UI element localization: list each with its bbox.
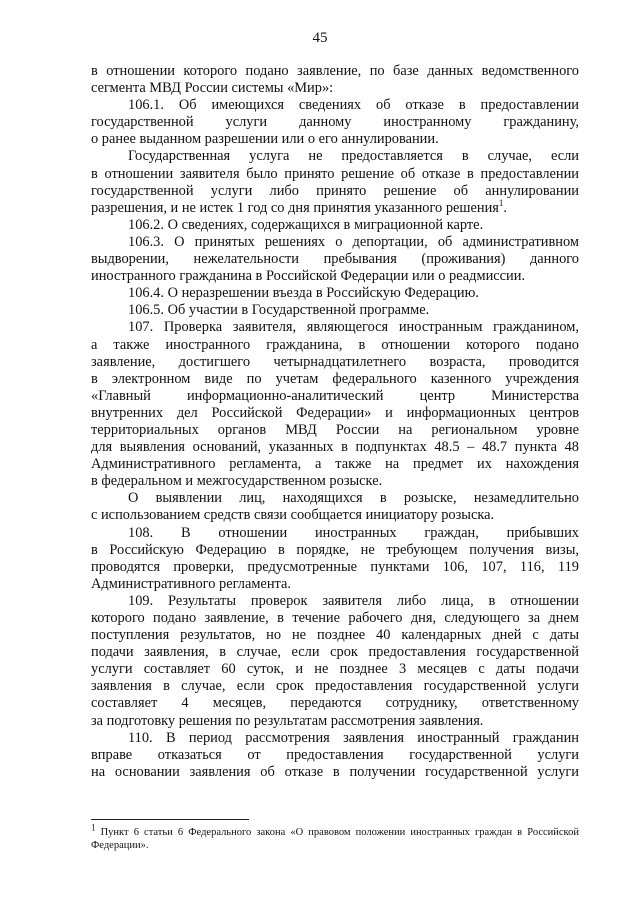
text-line: в отношении заявителя было принято решение об отказе в предоставлении [91, 165, 579, 182]
text-line: в электронном виде по учетам федерального казенного учреждения [91, 370, 579, 387]
text-line: О выявлении лиц, находящихся в розыске, незамедлительно [128, 490, 579, 507]
text-line: 109. Результаты проверок заявителя либо лица, в отношении [128, 592, 579, 609]
text-line: выдворении, нежелательности пребывания (проживания) данного [91, 251, 579, 268]
text-line: иностранного гражданина в Российской Федерации или о реадмиссии. [91, 268, 526, 285]
text-line: поступления результатов, но не позднее 40 календарных дней с даты [91, 627, 579, 644]
text-line: в федеральном и межгосударственном розыске. [91, 473, 383, 490]
text-line: Государственная услуга не предоставляется в случае, если [128, 148, 579, 165]
text-line: 110. В период рассмотрения заявления иностранный гражданин [128, 729, 579, 746]
text-line: а также иностранного гражданина, в отношении которого подано [91, 336, 579, 353]
footnote-separator [91, 819, 249, 820]
footnote-line: $^1$ Пункт 6 статьи 6 Федерального закона «О правовом положении иностранных граждан в Российской [91, 822, 579, 838]
text-line: Административного регламента. [91, 575, 291, 592]
text-line: составляет 4 месяцев, передаются сотруднику, ответственному [91, 695, 579, 712]
text-line: 106.4. О неразрешении въезда в Российскую Федерацию. [128, 285, 479, 302]
text-line: «Главный информационно-аналитический центр Министерства [91, 387, 579, 404]
text-line: в отношении которого подано заявление, по базе данных ведомственного [91, 63, 579, 79]
text-line: услуги составляет 60 суток, и не позднее 3 месяцев с даты подачи [91, 661, 579, 678]
text-line: 106.1. Об имеющихся сведениях об отказе в предоставлении [128, 97, 579, 114]
text-line: разрешения, и не истек 1 год со дня принятия указанного решения$^1$. [91, 197, 507, 216]
text-line: о ранее выданном разрешении или о его аннулировании. [91, 131, 439, 148]
text-line: подачи заявления, в случае, если срок предоставления государственной [91, 644, 579, 661]
text-line: Административного регламента, а также на предмет их нахождения [91, 456, 579, 473]
text-line: вправе отказаться от предоставления государственной услуги [91, 746, 579, 763]
text-line: заявления в случае, если срок предоставления государственной услуги [91, 678, 579, 695]
footnote [91, 822, 579, 852]
text-line: государственной услуги либо принято решение об аннулировании [91, 182, 579, 199]
text-line: сегмента МВД России системы «Мир»: [91, 80, 334, 97]
document-body [91, 63, 579, 781]
text-line: 108. В отношении иностранных граждан, прибывших [128, 524, 579, 541]
text-line: проводятся проверки, предусмотренные пунктами 106, 107, 116, 119 [91, 558, 579, 575]
footnote-line: Федерации». [91, 840, 149, 851]
text-line: 106.2. О сведениях, содержащихся в миграционной карте. [128, 216, 484, 233]
text-line: территориальных органов МВД России на региональном уровне [91, 421, 579, 438]
text-line: в Российскую Федерацию в порядке, не требующем получения визы, [91, 541, 579, 558]
text-line: внутренних дел Российской Федерации» и информационных центров [91, 404, 579, 421]
text-line: заявление, достигшего четырнадцатилетнего возраста, проводится [91, 353, 579, 370]
footnote-marker: 1 [91, 822, 96, 833]
text-line: 107. Проверка заявителя, являющегося иностранным гражданином, [128, 319, 579, 336]
text-line: для выявления оснований, указанных в подпунктах 48.5 – 48.7 пункта 48 [91, 439, 579, 456]
text-line: 106.3. О принятых решениях о депортации, об административном [128, 233, 579, 250]
text-line: с использованием средств связи сообщается инициатору розыска. [91, 507, 495, 524]
text-line: государственной услуги данному иностранному гражданину, [91, 114, 579, 131]
text-line: на основании заявления об отказе в получении государственной услуги [91, 763, 579, 780]
text-line: 106.5. Об участии в Государственной программе. [128, 302, 430, 319]
text-line: которого подано заявление, в течение рабочего дня, следующего за днем [91, 610, 579, 626]
page-number: 45 [312, 30, 328, 46]
text-line: за подготовку решения по результатам рассмотрения заявления. [91, 712, 484, 729]
footnote-reference: 1 [498, 197, 504, 208]
